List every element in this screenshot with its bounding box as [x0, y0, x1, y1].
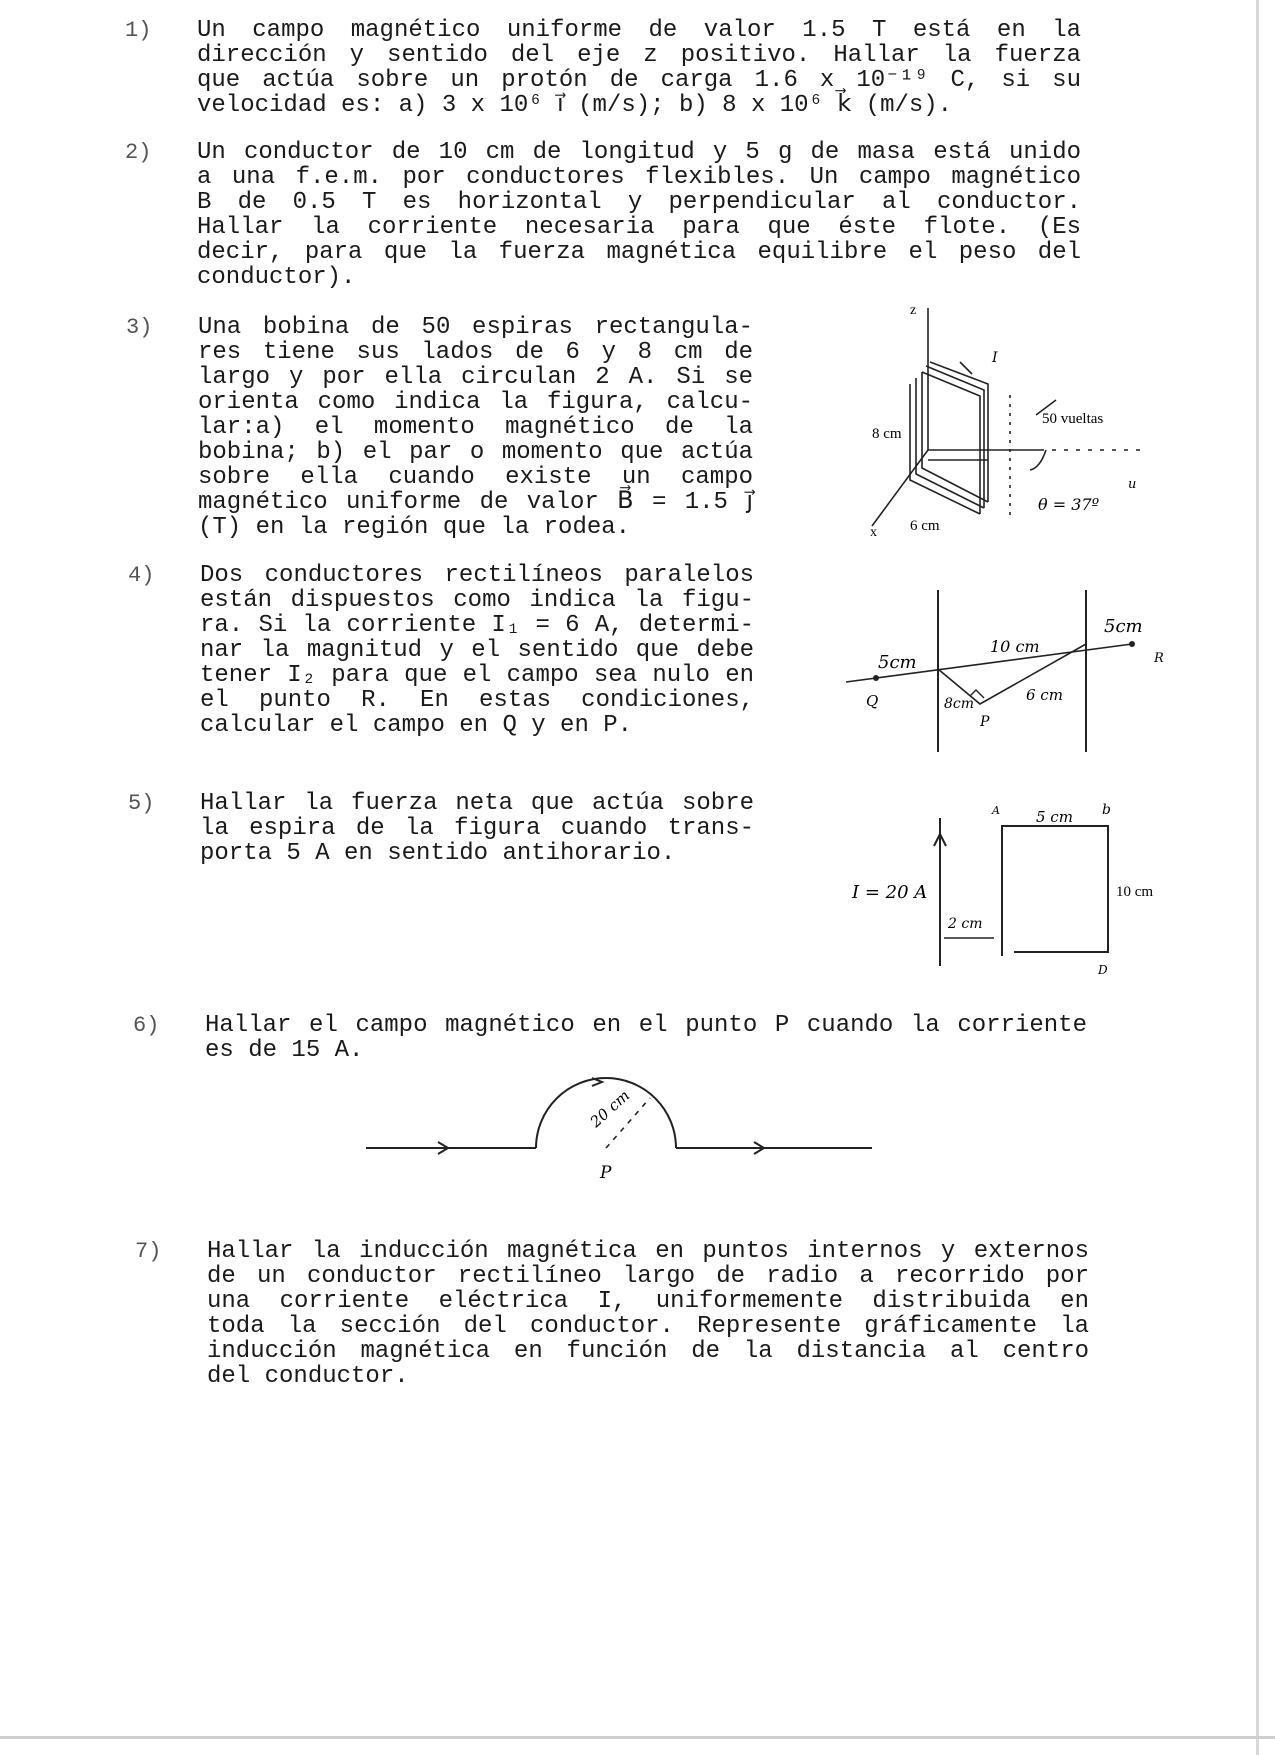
rectangular-loop — [1002, 826, 1108, 956]
point-r-label: R — [1154, 651, 1164, 666]
gap-label: 2 cm — [948, 916, 983, 932]
conductors-diagram — [840, 590, 1180, 760]
figure-semicircle — [360, 1070, 880, 1200]
corner-d-label: D — [1098, 963, 1108, 977]
problem-text: Hallar el campo magnético en el punto P cuando la corriente es de 15 A. — [205, 1012, 1087, 1064]
radius-label: 20 cm — [586, 1086, 634, 1131]
point-r-dot — [1129, 641, 1135, 647]
problem-number: 5) — [128, 791, 155, 816]
dist-r-label: 5cm — [1104, 616, 1143, 637]
problem-text: Hallar la inducción magnética en puntos internos y externos de un conductor rectilíneo largo de radio a recorrido por una corriente eléctrica I, uniformemente distribuida en toda la sección del conductor. Represente gráficamente la inducción magnética en función de la distancia al centro del conductor. — [207, 1238, 1089, 1390]
side-6-label: 6 cm — [910, 518, 940, 534]
point-p-label: P — [600, 1163, 612, 1183]
point-q-dot — [873, 675, 879, 681]
dist-8-label: 8cm — [944, 696, 975, 712]
problem-text: Hallar la fuerza neta que actúa sobre la espira de la figura cuando trans- porta 5 A en sentido antihorario. — [200, 790, 754, 867]
problem-text: Una bobina de 50 espiras rectangula- res tiene sus lados de 6 y 8 cm de largo y por ella circulan 2 A. Si se orienta como indica la figura, calcu- lar:a) el momento magnético de la bobina; b) el par o momento que actúa sobre ella cuando existe un campo magnético uniforme de valor B⃗ = 1.5 j⃗ (T) en la región que la rodea. — [198, 314, 753, 541]
angle-label: θ = 37º — [1038, 495, 1100, 514]
x-axis-line — [872, 450, 928, 526]
dist-6-label: 6 cm — [1026, 686, 1063, 704]
coil-diagram — [860, 300, 1160, 540]
problem-text: Un conductor de 10 cm de longitud y 5 g de masa está unido a una f.e.m. por conductores flexibles. Un campo magnético B de 0.5 T es horizontal y perpendicular al conductor. Hallar la corriente necesaria para que éste flote. (Es decir, para que la fuerza magnética equilibre el peso del conductor). — [197, 139, 1081, 291]
x-axis-label: x — [870, 525, 877, 540]
top-label: 5 cm — [1036, 808, 1073, 826]
dist-sep-label: 10 cm — [990, 637, 1040, 656]
figure-wire-loop — [840, 800, 1180, 980]
y-axis-label: u — [1128, 477, 1137, 492]
current-mark — [960, 362, 972, 374]
angle-arc — [1030, 450, 1046, 470]
problem-4 — [128, 562, 754, 739]
side-label: 10 cm — [1116, 884, 1154, 900]
side-8-label: 8 cm — [872, 426, 902, 442]
z-axis-label: z — [910, 303, 917, 318]
problem-number: 3) — [126, 315, 153, 340]
scan-edge-right — [1256, 0, 1259, 1755]
problem-text: Un campo magnético uniforme de valor 1.5 T está en la dirección y sentido del eje z positivo. Hallar la fuerza que actúa sobre un protón de carga 1.6 x 10⁻¹⁹ C, si su velocidad es: a) 3 x 10⁶ i⃗ (m/s); b) 8 x 10⁶ k⃗ (m/s). — [197, 17, 1081, 119]
corner-b-label: b — [1102, 802, 1111, 818]
problem-number: 6) — [133, 1013, 160, 1038]
problem-1 — [125, 17, 1081, 119]
problem-5 — [128, 790, 754, 867]
problem-number: 2) — [125, 140, 152, 165]
current-label: I — [992, 350, 998, 366]
problem-2 — [125, 139, 1081, 291]
current-label: I = 20 A — [852, 882, 928, 903]
problem-number: 1) — [125, 18, 152, 43]
figure-parallel-conductors — [840, 590, 1180, 760]
dist-q-label: 5cm — [878, 652, 917, 673]
coil-turn — [926, 366, 984, 508]
scan-edge-bottom — [0, 1736, 1275, 1739]
problem-6 — [133, 1012, 1087, 1064]
corner-a-label: A — [992, 804, 1000, 817]
problem-number: 7) — [135, 1239, 162, 1264]
wire-loop-diagram — [840, 800, 1180, 980]
problem-3 — [126, 314, 753, 541]
problem-7 — [135, 1238, 1089, 1390]
coil-turn — [910, 384, 980, 514]
point-p-label: P — [980, 714, 990, 730]
problem-text: Dos conductores rectilíneos paralelos están dispuestos como indica la figu- ra. Si la corriente I₁ = 6 A, determi- nar la magnitud y el sentido que debe tener I₂ para que el campo sea nulo en el punto R. En estas condiciones, calcular el campo en Q y en P. — [200, 562, 754, 739]
turns-label: 50 vueltas — [1042, 411, 1104, 427]
semicircle-diagram — [360, 1070, 880, 1200]
point-q-label: Q — [866, 692, 879, 710]
problem-number: 4) — [128, 563, 155, 588]
figure-coil — [860, 300, 1160, 540]
